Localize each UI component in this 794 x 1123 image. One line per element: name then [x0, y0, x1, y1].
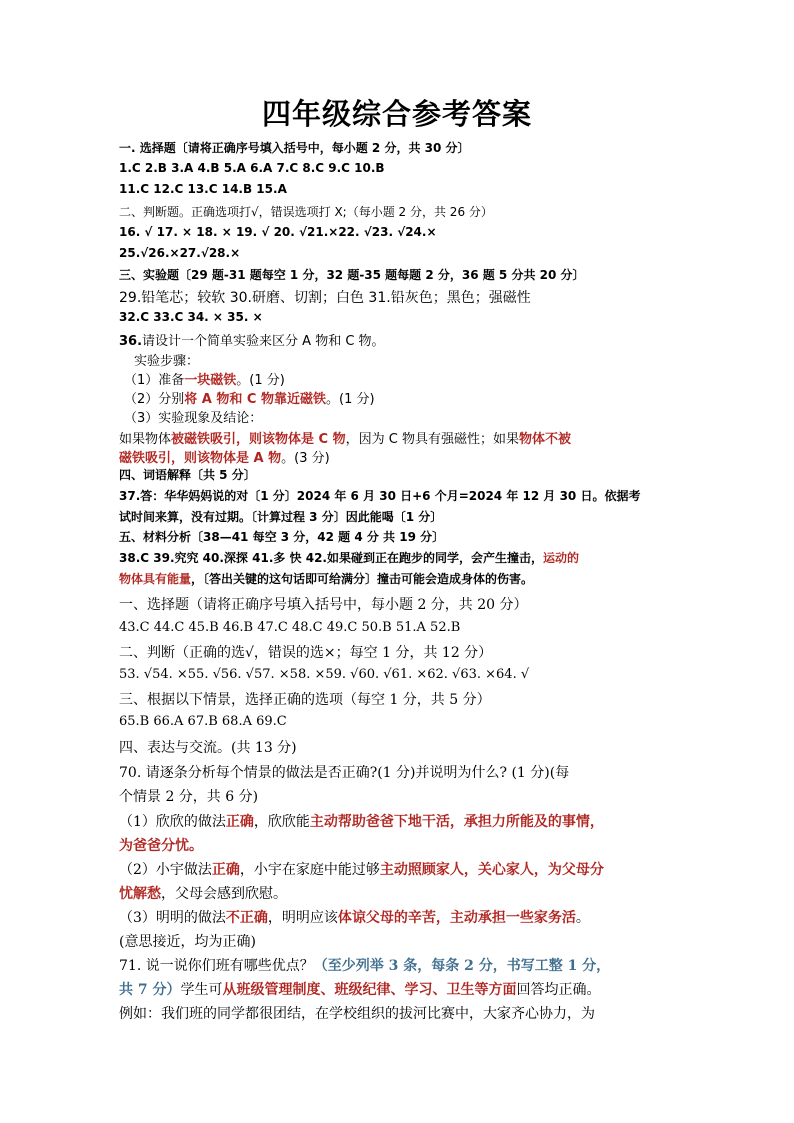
step-1: （1）准备一块磁铁。(1 分)	[124, 373, 285, 388]
conclusion-line: 磁铁吸引，则该物体是 A 物。(3 分)	[119, 451, 330, 466]
answer-line: 11.C 12.C 13.C 14.B 15.A	[119, 182, 287, 196]
example-line: 例如：我们班的同学都很团结，在学校组织的拔河比赛中，大家齐心协力，为	[119, 1006, 595, 1022]
section-1-heading: 一. 选择题〔请将正确序号填入括号中，每小题 2 分，共 30 分〕	[119, 141, 470, 155]
section-5-heading: 五、材料分析〔38—41 每空 3 分，42 题 4 分 共 19 分〕	[119, 530, 445, 544]
answer-line: 1.C 2.B 3.A 4.B 5.A 6.A 7.C 8.C 9.C 10.B	[119, 161, 385, 175]
question-71: 共 7 分）学生可从班级管理制度、班级纪律、学习、卫生等方面回答均正确。	[119, 982, 601, 998]
answer-line: 25.√26.×27.√28.×	[119, 246, 241, 260]
section-4-heading: 四、词语解释〔共 5 分〕	[119, 468, 256, 482]
scenario-3: （3）明明的做法不正确，明明应该体谅父母的辛苦，主动承担一些家务活。	[119, 910, 590, 926]
question-36: 36.请设计一个简单实验来区分 A 物和 C 物。	[119, 334, 385, 349]
answer-line: 65.B 66.A 67.B 68.A 69.C	[119, 714, 287, 729]
section-2-heading: 二、判断题。正确选项打√，错误选项打 X;（每小题 2 分，共 26 分）	[119, 205, 493, 219]
step-3: （3）实验现象及结论：	[124, 411, 263, 426]
conclusion-line: 如果物体被磁铁吸引，则该物体是 C 物，因为 C 物具有强磁性；如果物体不被	[119, 432, 571, 447]
answer-37: 试时间来算，没有过期。〔计算过程 3 分〕因此能喝〔1 分〕	[119, 510, 443, 524]
answer-line: 物体具有能量，〔答出关键的这句话即可给满分〕撞击可能会造成身体的伤害。	[119, 572, 534, 586]
scenario-2: （2）小宇做法正确，小宇在家庭中能过够主动照顾家人，关心家人，为父母分	[119, 862, 604, 878]
experiment-steps-label: 实验步骤：	[134, 354, 200, 369]
answer-line: 53. √54. ×55. √56. √57. ×58. ×59. √60. √61. ×62. √63. ×64. √	[119, 667, 530, 682]
part-2-section-3-heading: 三、根据以下情景，选择正确的选项（每空 1 分，共 5 分）	[119, 692, 491, 708]
question-70: 70. 请逐条分析每个情景的做法是否正确?(1 分)并说明为什么? (1 分)(每	[119, 765, 570, 781]
page-title: 四年级综合参考答案	[261, 97, 532, 131]
section-3-heading: 三、实验题〔29 题-31 题每空 1 分，32 题-35 题每题 2 分，36 题 5 分共 20 分〕	[119, 268, 585, 282]
scenario-2: 忧解愁，父母会感到欣慰。	[119, 886, 287, 902]
answer-37: 37.答：华华妈妈说的对〔1 分〕2024 年 6 月 30 日+6 个月=2024 年 12 月 30 日。依据考	[119, 489, 641, 503]
scenario-1: 为爸爸分忧。	[119, 838, 203, 854]
question-71: 71. 说一说你们班有哪些优点？（至少列举 3 条，每条 2 分，书写工整 1 分，	[119, 958, 611, 974]
scenario-1: （1）欣欣的做法正确，欣欣能主动帮助爸爸下地干活，承担力所能及的事情，	[119, 814, 604, 830]
answer-line: 16. √ 17. × 18. × 19. √ 20. √21.×22. √23. √24.×	[119, 225, 437, 239]
question-70: 个情景 2 分，共 6 分)	[119, 789, 259, 805]
answer-line: 32.C 33.C 34. × 35. ×	[119, 310, 263, 324]
part-2-section-1-heading: 一、选择题（请将正确序号填入括号中，每小题 2 分，共 20 分）	[119, 597, 528, 613]
part-2-section-2-heading: 二、判断（正确的选√，错误的选×；每空 1 分，共 12 分）	[119, 645, 493, 661]
answer-line: 29.铅笔芯；较软 30.研磨、切割；白色 31.铅灰色；黑色；强磁性	[119, 290, 531, 306]
answer-line: 43.C 44.C 45.B 46.B 47.C 48.C 49.C 50.B 51.A 52.B	[119, 620, 461, 635]
part-2-section-4-heading: 四、表达与交流。(共 13 分)	[119, 740, 297, 756]
note: (意思接近，均为正确)	[119, 934, 256, 950]
answer-line: 38.C 39.究究 40.深探 41.多 快 42.如果碰到正在跑步的同学，会产生撞击，运动的	[119, 551, 580, 565]
step-2: （2）分别将 A 物和 C 物靠近磁铁。(1 分)	[124, 392, 375, 407]
